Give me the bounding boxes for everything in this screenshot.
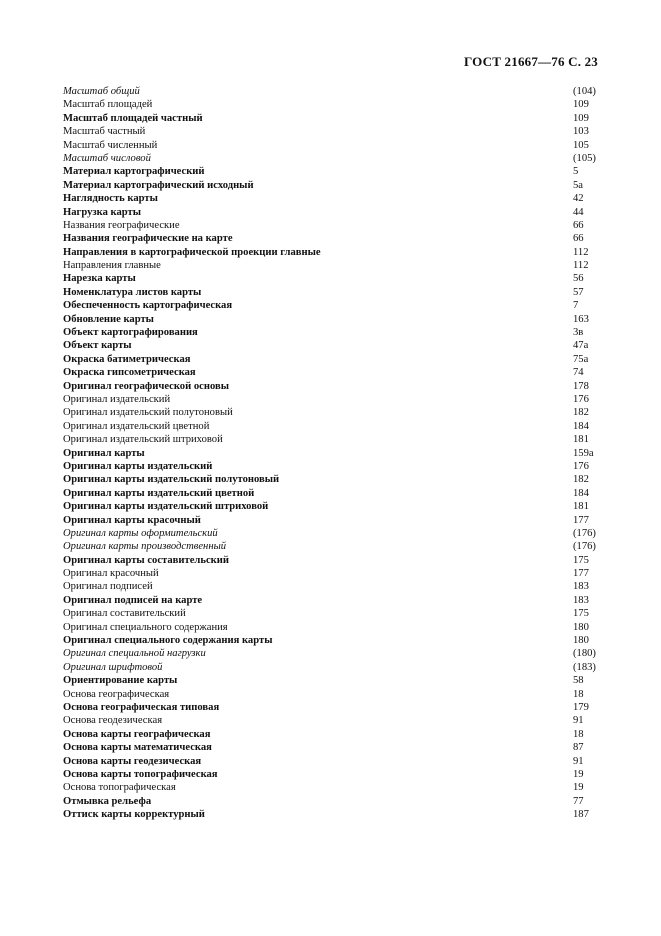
index-ref: 179 [573,701,589,713]
index-term: Окраска гипсометрическая [63,367,196,379]
index-entry [63,674,600,687]
index-ref: 180 [573,635,589,647]
index-term: Оригинал шрифтовой [63,661,163,673]
index-term: Оригинал карты оформительский [63,527,218,539]
index-entry [63,594,600,607]
index-entry [63,420,600,433]
index-ref: 183 [573,594,589,606]
index-term: Масштаб численный [63,139,158,151]
index-term: Обновление карты [63,313,154,325]
index-entry [63,460,600,473]
index-ref: 91 [573,755,584,767]
index-term: Направления в картографической проекции главные [63,246,321,258]
index-term: Оригинал карты издательский полутоновый [63,474,280,486]
index-term: Оттиск карты корректурный [63,809,205,821]
index-term: Основа географическая типовая [63,701,220,713]
index-term: Оригинал специальной нагрузки [63,648,206,660]
index-ref: 18 [573,728,584,740]
index-term: Основа карты математическая [63,742,212,754]
index-ref: 175 [573,608,589,620]
index-entry [63,795,600,808]
index-term: Оригинал издательский цветной [63,420,210,432]
index-term: Объект карты [63,340,132,352]
index-entry [63,621,600,634]
index-entry [63,514,600,527]
index-term: Нарезка карты [63,273,136,285]
index-term: Оригинал подписей на карте [63,594,203,606]
index-term: Масштаб площадей частный [63,112,203,124]
index-entry [63,219,600,232]
index-term: Основа карты геодезическая [63,755,202,767]
index-entry [63,139,600,152]
index-ref: 109 [573,112,589,124]
index-entry [63,206,600,219]
index-ref: 184 [573,420,589,432]
index-ref: 91 [573,715,584,727]
index-term: Оригинал географической основы [63,380,229,392]
index-ref: 183 [573,581,589,593]
index-entry [63,179,600,192]
index-entry [63,380,600,393]
index-entry [63,768,600,781]
index-term: Масштаб площадей [63,99,153,111]
index-ref: (180) [573,648,596,660]
index-entry [63,326,600,339]
index-entry [63,781,600,794]
index-entry [63,98,600,111]
index-entry [63,755,600,768]
index-ref: (104) [573,86,596,97]
index-entry [63,661,600,674]
index-term: Оригинал карты составительский [63,554,229,566]
index-entry [63,580,600,593]
index-term: Оригинал составительский [63,608,186,620]
index-term: Основа географическая [63,688,170,700]
index-entry [63,607,600,620]
index-ref: 87 [573,742,584,754]
index-entry [63,567,600,580]
index-ref: 3в [573,327,584,339]
index-entry [63,433,600,446]
index-entry [63,634,600,647]
index-entry [63,366,600,379]
index-entry [63,473,600,486]
index-ref: 66 [573,233,584,245]
index-term: Объект картографирования [63,327,198,339]
index-ref: 18 [573,688,584,700]
index-term: Масштаб числовой [63,152,151,164]
index-term: Ориентирование карты [63,675,178,687]
index-term: Оригинал издательский полутоновый [63,407,233,419]
index-entry [63,647,600,660]
index-entry [63,527,600,540]
index-term: Масштаб общий [63,86,140,97]
index-term: Наглядность карты [63,193,158,205]
index-entry [63,447,600,460]
index-ref: 175 [573,554,589,566]
index-term: Основа топографическая [63,782,176,794]
index-term: Оригинал красочный [63,568,159,580]
index-entry [63,313,600,326]
index-term: Названия географические на карте [63,233,233,245]
index-entry [63,152,600,165]
index-ref: 75а [573,353,589,365]
index-ref: 5 [573,166,579,178]
index-term: Оригинал карты производственный [63,541,227,553]
index-term: Окраска батиметрическая [63,353,191,365]
index-entry [63,353,600,366]
index-term: Оригинал издательский [63,393,171,405]
index-ref: (176) [573,541,596,553]
index-entry [63,393,600,406]
index-entry [63,500,600,513]
index-ref: 77 [573,795,584,807]
index-term: Основа геодезическая [63,715,163,727]
index-entry [63,728,600,741]
index-term: Оригинал издательский штриховой [63,434,223,446]
index-term: Оригинал карты [63,447,145,459]
index-ref: 184 [573,487,589,499]
index-ref: 44 [573,206,584,218]
index-entry [63,125,600,138]
index-ref: 176 [573,393,589,405]
index-ref: 112 [573,260,589,272]
index-ref: 105 [573,139,589,151]
index-entry [63,487,600,500]
index-entry [63,112,600,125]
index-entry [63,272,600,285]
index-ref: (183) [573,661,596,673]
index-ref: 112 [573,246,589,258]
index-term: Оригинал карты издательский цветной [63,487,255,499]
page-header: ГОСТ 21667—76 С. 23 [464,54,598,69]
index-ref: 5а [573,179,583,191]
index-entry [63,701,600,714]
index-entry [63,232,600,245]
index-term: Материал картографический [63,166,205,178]
index-ref: 177 [573,514,589,526]
index-entry [63,339,600,352]
index-entry [63,192,600,205]
index-entry [63,741,600,754]
index-term: Направления главные [63,260,161,272]
index-ref: 7 [573,300,579,312]
index-ref: 19 [573,768,584,780]
term-index-list [63,85,600,821]
index-term: Отмывка рельефа [63,795,152,807]
index-ref: 182 [573,407,589,419]
index-term: Обеспеченность картографическая [63,300,233,312]
index-ref: (105) [573,152,596,164]
index-entry [63,554,600,567]
index-ref: 176 [573,460,589,472]
index-term: Оригинал подписей [63,581,153,593]
index-ref: 74 [573,367,584,379]
index-ref: 187 [573,809,589,821]
index-ref: 42 [573,193,584,205]
index-term: Оригинал специального содержания карты [63,635,273,647]
index-ref: (176) [573,527,596,539]
index-ref: 19 [573,782,584,794]
index-ref: 178 [573,380,589,392]
index-entry [63,406,600,419]
index-entry [63,246,600,259]
index-term: Масштаб частный [63,126,146,138]
index-term: Основа карты географическая [63,728,211,740]
index-term: Основа карты топографическая [63,768,218,780]
index-ref: 103 [573,126,589,138]
index-ref: 109 [573,99,589,111]
index-term: Оригинал карты красочный [63,514,201,526]
index-ref: 163 [573,313,589,325]
index-term: Оригинал специального содержания [63,621,228,633]
index-entry [63,299,600,312]
index-ref: 181 [573,501,589,513]
index-term: Нагрузка карты [63,206,142,218]
index-ref: 58 [573,675,584,687]
index-entry [63,259,600,272]
index-term: Оригинал карты издательский [63,460,213,472]
index-ref: 57 [573,286,584,298]
index-entry [63,286,600,299]
index-ref: 181 [573,434,589,446]
index-entry [63,714,600,727]
index-ref: 177 [573,568,589,580]
index-ref: 180 [573,621,589,633]
index-ref: 159а [573,447,594,459]
index-entry [63,165,600,178]
index-term: Названия географические [63,219,180,231]
index-entry [63,85,600,98]
index-entry [63,688,600,701]
index-entry [63,808,600,821]
index-ref: 56 [573,273,584,285]
index-term: Материал картографический исходный [63,179,254,191]
index-ref: 182 [573,474,589,486]
index-ref: 47а [573,340,589,352]
index-ref: 66 [573,219,584,231]
index-term: Оригинал карты издательский штриховой [63,501,269,513]
index-entry [63,540,600,553]
index-term: Номенклатура листов карты [63,286,202,298]
